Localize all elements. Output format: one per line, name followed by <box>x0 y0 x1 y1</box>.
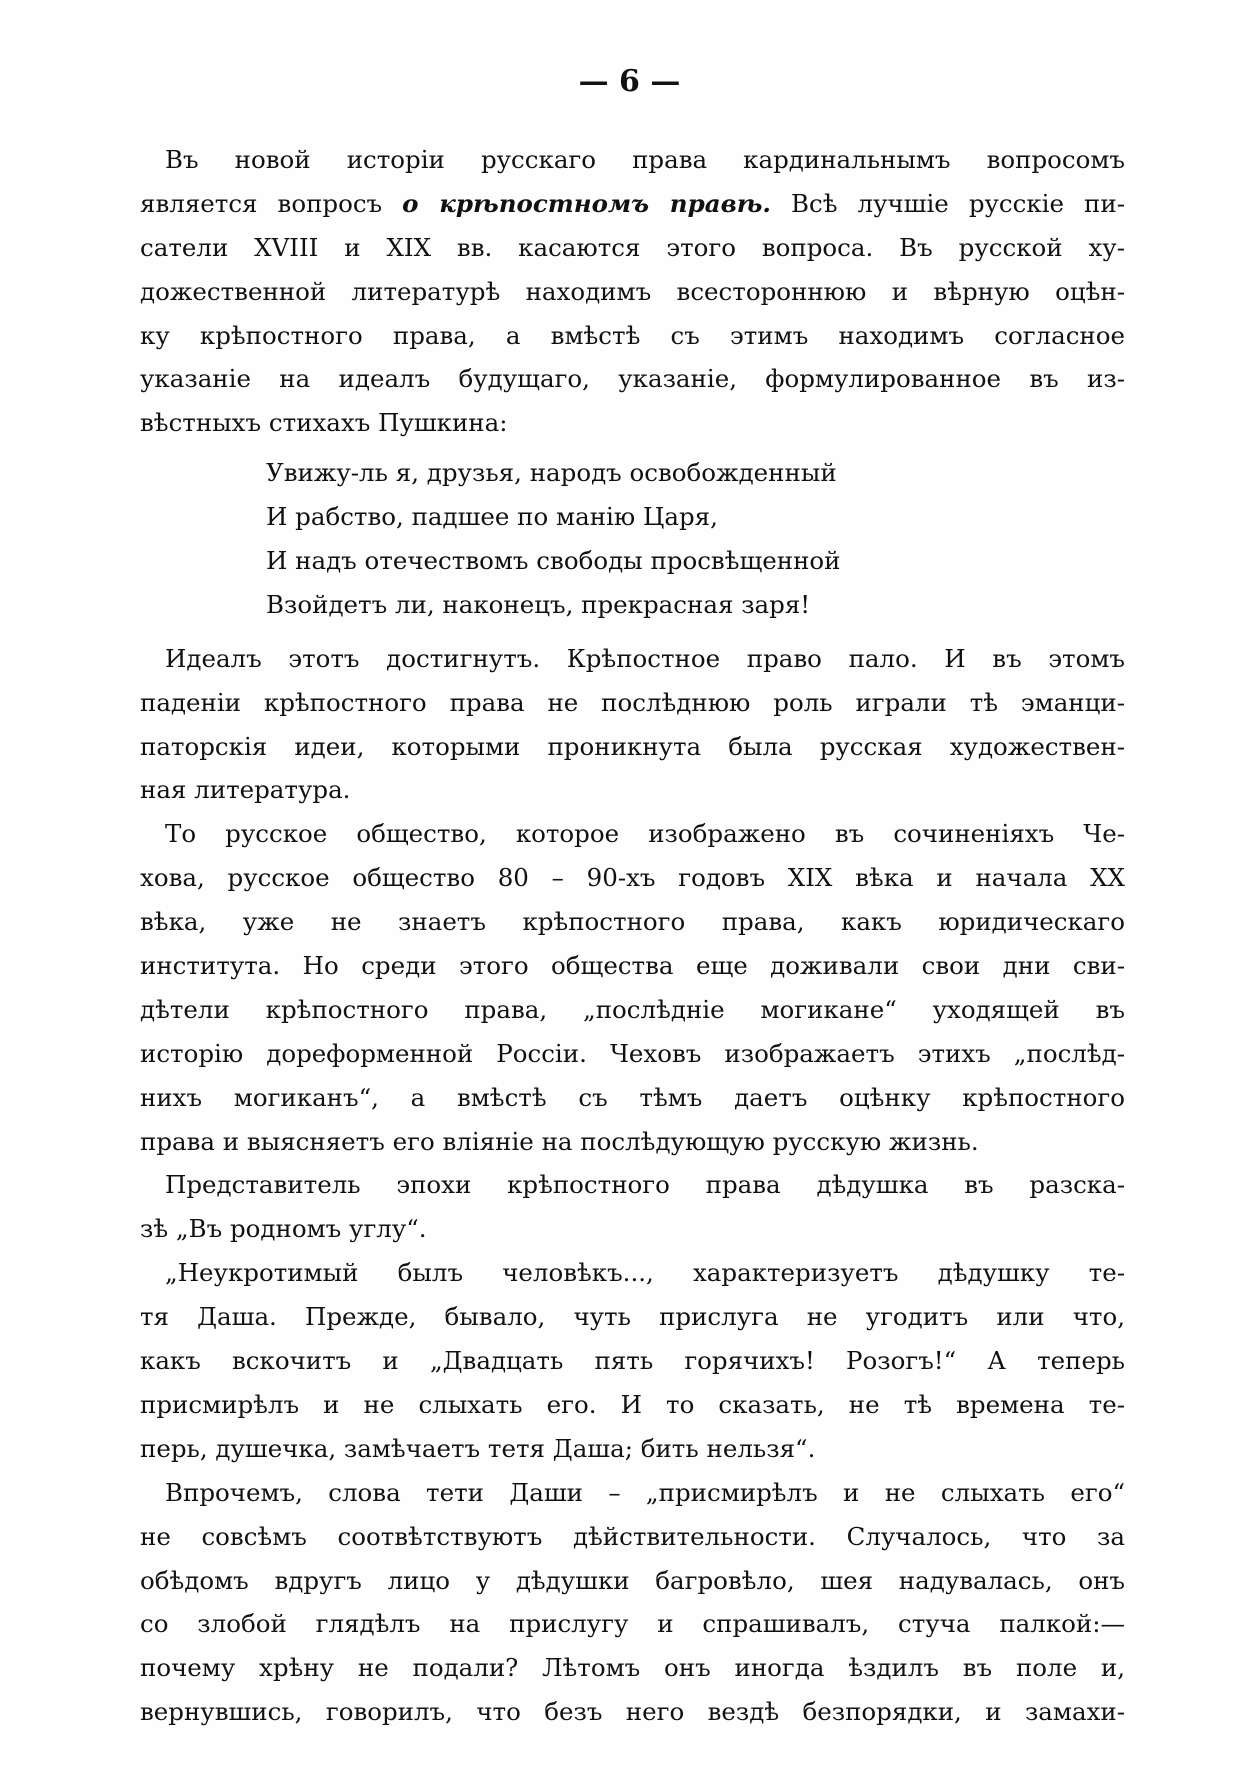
text-line: паденіи крѣпостного права не послѣднюю роль играли тѣ эманци- <box>140 687 1125 717</box>
paragraph-chekhov-society <box>140 812 1125 1163</box>
text-line: сатели XVIII и XIX вв. касаются этого вопроса. Въ русской ху- <box>140 232 1125 262</box>
pushkin-verse <box>140 451 1125 627</box>
text-line: перь, душечка, замѣчаетъ тетя Даша; бить нельзя“. <box>140 1433 816 1463</box>
text-line: обѣдомъ вдругъ лицо у дѣдушки багровѣло, шея надувалась, онъ <box>140 1565 1125 1595</box>
paragraph-however <box>140 1471 1125 1734</box>
text-line: зѣ „Въ родномъ углу“. <box>140 1214 427 1244</box>
verse-line: Взойдетъ ли, наконецъ, прекрасная заря! <box>266 589 811 619</box>
verse-line: Увижу-ль я, друзья, народъ освобожденный <box>266 458 837 488</box>
text-line: исторію дореформенной Россіи. Чеховъ изображаетъ этихъ „послѣд- <box>140 1038 1125 1068</box>
text-line: института. Но среди этого общества еще доживали свои дни сви- <box>140 951 1125 981</box>
page-body <box>140 138 1125 1734</box>
paragraph-grandfather <box>140 1163 1125 1251</box>
text-line: паторскія идеи, которыми проникнута была русская художествен- <box>140 731 1125 761</box>
text-line: То русское общество, которое изображено въ сочиненіяхъ Че- <box>165 819 1125 849</box>
text-fragment: является вопросъ <box>140 188 403 218</box>
verse-line: И надъ отечествомъ свободы просвѣщенной <box>266 546 841 576</box>
text-line: ная литература. <box>140 775 351 805</box>
text-line: какъ вскочитъ и „Двадцать пять горячихъ! Розогъ!“ А теперь <box>140 1346 1125 1376</box>
text-line: Идеалъ этотъ достигнутъ. Крѣпостное право пало. И въ этомъ <box>165 643 1125 673</box>
text-line: ку крѣпостного права, а вмѣстѣ съ этимъ находимъ согласное <box>140 320 1125 350</box>
page-number: — 6 — <box>578 64 681 99</box>
text-line: дѣтели крѣпостного права, „послѣдніе могикане“ уходящей въ <box>140 994 1125 1024</box>
text-line: нихъ могиканъ“, а вмѣстѣ съ тѣмъ даетъ оцѣнку крѣпостного <box>140 1082 1125 1112</box>
text-line: права и выясняетъ его вліяніе на послѣдующую русскую жизнь. <box>140 1126 979 1156</box>
text-line: Представитель эпохи крѣпостного права дѣдушка въ разска- <box>165 1170 1125 1200</box>
text-line: вѣка, уже не знаетъ крѣпостного права, какъ юридическаго <box>140 907 1125 937</box>
text-fragment: Всѣ лучшіе русскіе пи- <box>770 188 1125 218</box>
text-line: вѣстныхъ стихахъ Пушкина: <box>140 408 508 438</box>
paragraph-aunt-dasha-quote <box>140 1251 1125 1470</box>
text-line: дожественной литературѣ находимъ всестороннюю и вѣрную оцѣн- <box>140 276 1125 306</box>
text-line <box>140 182 1125 226</box>
text-line: хова, русское общество 80 – 90-хъ годовъ XIX вѣка и начала XX <box>140 863 1125 893</box>
text-line: „Неукротимый былъ человѣкъ..., характеризуетъ дѣдушку те- <box>165 1258 1125 1288</box>
text-line: вернувшись, говорилъ, что безъ него вездѣ безпорядки, и замахи- <box>140 1697 1125 1727</box>
verse-line: И рабство, падшее по манію Царя, <box>266 502 718 532</box>
text-line: тя Даша. Прежде, бывало, чуть прислуга не угодитъ или что, <box>140 1302 1125 1332</box>
emphasized-phrase: о крѣпостномъ правѣ. <box>402 188 771 218</box>
paragraph-crepostnoe-pravo-intro <box>140 138 1125 445</box>
text-line: указаніе на идеалъ будущаго, указаніе, формулированное въ из- <box>140 364 1125 394</box>
text-line: со злобой глядѣлъ на прислугу и спрашивалъ, стуча палкой:— <box>140 1609 1125 1639</box>
text-line: Въ новой исторіи русскаго права кардинальнымъ вопросомъ <box>165 145 1125 174</box>
paragraph-ideal-achieved <box>140 637 1125 813</box>
text-line: не совсѣмъ соотвѣтствуютъ дѣйствительности. Случалось, что за <box>140 1521 1125 1551</box>
text-line: присмирѣлъ и не слыхать его. И то сказать, не тѣ времена те- <box>140 1389 1125 1419</box>
text-line: Впрочемъ, слова тети Даши – „присмирѣлъ и не слыхать его“ <box>165 1477 1125 1507</box>
text-line: почему хрѣну не подали? Лѣтомъ онъ иногда ѣздилъ въ поле и, <box>140 1653 1125 1683</box>
